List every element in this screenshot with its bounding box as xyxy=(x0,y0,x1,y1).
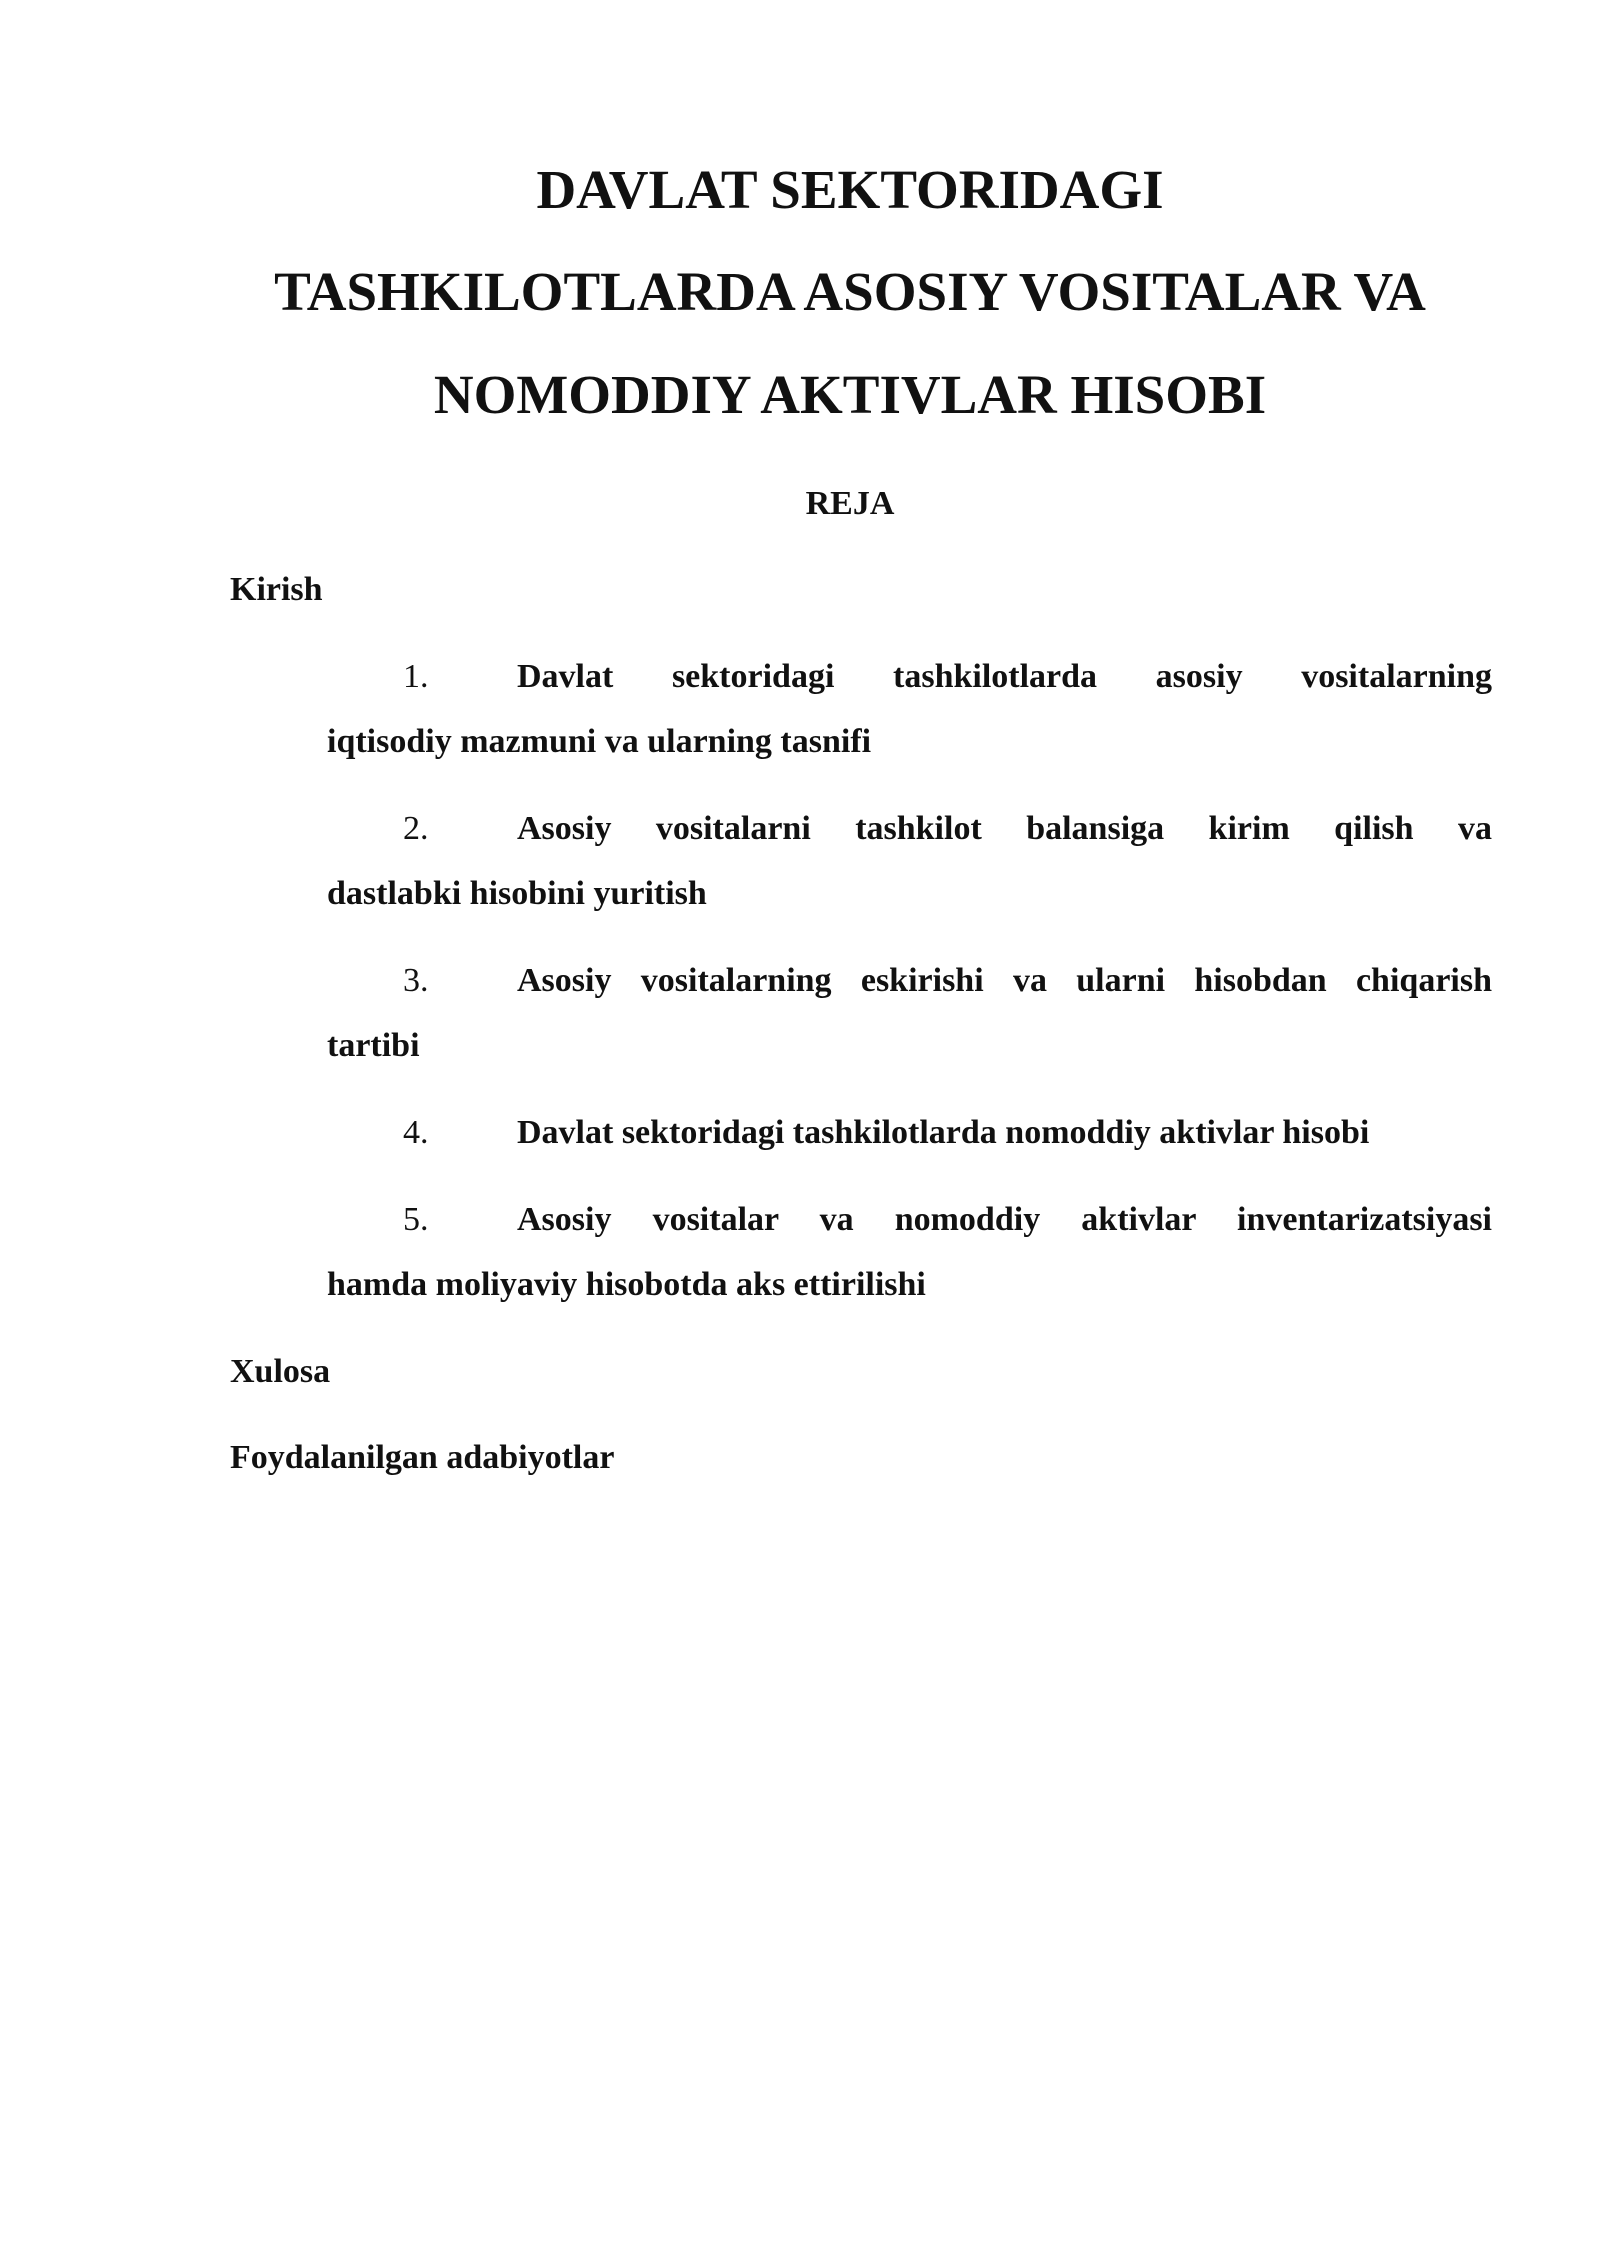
plan-item-text-continued: tartibi xyxy=(327,1027,420,1064)
section-introduction: Kirish xyxy=(230,571,323,608)
plan-item xyxy=(327,809,1492,914)
plan-item-text: Davlat sektoridagi tashkilotlarda asosiy vositalarning xyxy=(517,658,1492,695)
plan-item xyxy=(327,657,1492,762)
plan-item-number: 2. xyxy=(403,810,429,847)
document-title-line-2: TASHKILOTLARDA ASOSIY VOSITALAR VA xyxy=(274,261,1426,322)
plan-item-number: 4. xyxy=(403,1114,429,1151)
plan-item-text: Davlat sektoridagi tashkilotlarda nomoddiy aktivlar hisobi xyxy=(517,1114,1370,1151)
document-title-line-1: DAVLAT SEKTORIDAGI xyxy=(536,159,1164,220)
plan-item xyxy=(327,961,1492,1066)
section-conclusion: Xulosa xyxy=(230,1353,331,1390)
plan-item-text: Asosiy vositalar va nomoddiy aktivlar inventarizatsiyasi xyxy=(517,1201,1492,1238)
plan-item-text: Asosiy vositalarning eskirishi va ularni hisobdan chiqarish xyxy=(517,962,1492,999)
section-references: Foydalanilgan adabiyotlar xyxy=(230,1439,615,1476)
plan-item-text-continued: iqtisodiy mazmuni va ularning tasnifi xyxy=(327,723,872,760)
document-title-line-3: NOMODDIY AKTIVLAR HISOBI xyxy=(433,364,1267,425)
plan-item-text-continued: hamda moliyaviy hisobotda aks ettirilishi xyxy=(327,1266,926,1303)
plan-item-text: Asosiy vositalarni tashkilot balansiga kirim qilish va xyxy=(517,810,1492,847)
plan-item xyxy=(327,1113,1492,1153)
plan-item-number: 1. xyxy=(403,658,429,695)
plan-item-number: 3. xyxy=(403,962,429,999)
plan-item-text-continued: dastlabki hisobini yuritish xyxy=(327,875,707,912)
plan-item-number: 5. xyxy=(403,1201,429,1238)
plan-heading: REJA xyxy=(805,485,895,522)
plan-item xyxy=(327,1200,1492,1305)
